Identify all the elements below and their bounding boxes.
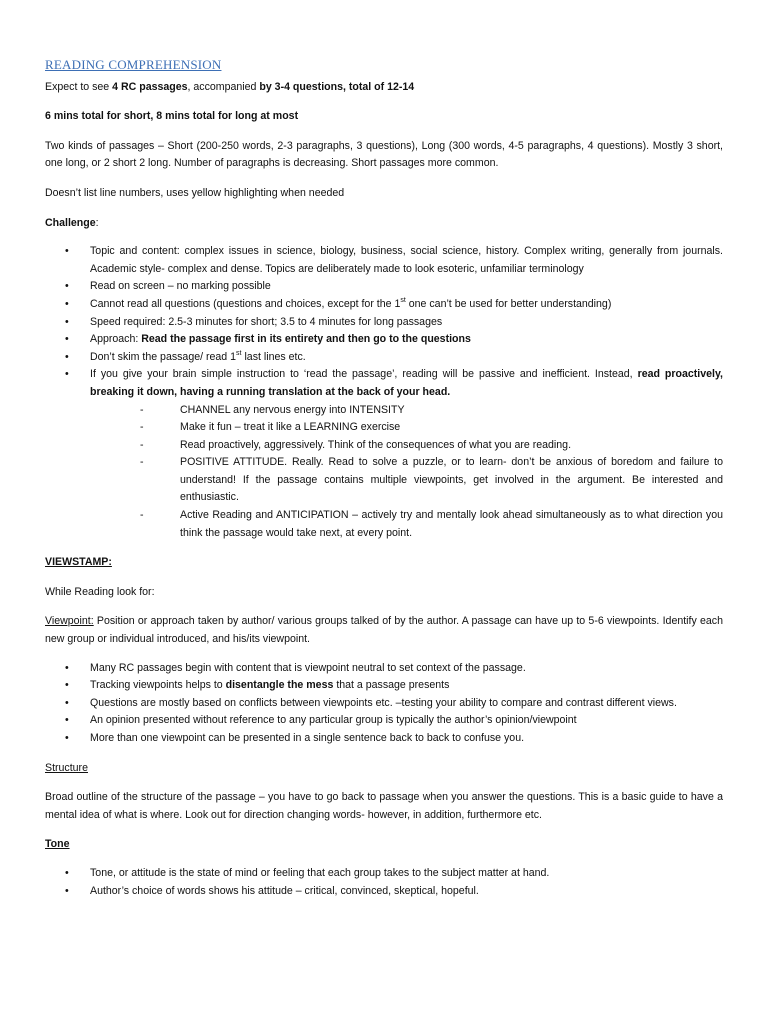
expect-line: [45, 79, 723, 97]
challenge-heading: [45, 215, 723, 233]
expect-text-b: 4 RC passages: [112, 80, 188, 93]
challenge-heading-text: Challenge: [45, 216, 96, 229]
viewpoint-list: [45, 660, 723, 748]
sub-list-item: - Active Reading and ANTICIPATION – actively try and mentally look ahead simultaneously as to what direction you think the passage would take next, at every point.: [90, 507, 723, 542]
while-reading-line: While Reading look for:: [45, 585, 155, 598]
superscript: st: [400, 296, 406, 304]
expect-text-c: , accompanied: [187, 80, 260, 93]
list-item: • Author’s choice of words shows his attitude – critical, convinced, skeptical, hopeful.: [45, 883, 723, 901]
tone-heading-text: Tone: [45, 838, 70, 851]
item-text: that a passage presents: [333, 679, 450, 692]
list-item: • More than one viewpoint can be presented in a single sentence back to back to confuse you.: [45, 730, 723, 748]
timing-line: [45, 108, 723, 126]
viewpoint-paragraph: [45, 613, 723, 648]
list-item: [45, 366, 723, 542]
passage-kinds-paragraph: Two kinds of passages – Short (200-250 words, 2-3 paragraphs, 3 questions), Long (300 words, 4-5 paragraphs, 4 questions). Mostly 3 short, one long, or 2 short 2 long. Number of paragraphs is decreasing. Short passages more common.: [45, 139, 723, 170]
tone-heading: [45, 836, 723, 854]
document-page: [45, 56, 723, 900]
list-item: • An opinion presented without reference to any particular group is typically the author’s opinion/viewpoint: [45, 712, 723, 730]
expect-text-a: Expect to see: [45, 80, 113, 93]
viewstamp-heading: [45, 554, 723, 572]
item-bold-text: disentangle the mess: [225, 679, 334, 692]
sub-list-item: - POSITIVE ATTITUDE. Really. Read to solve a puzzle, or to learn- don’t be anxious of boredom and failure to understand! If the passage contains multiple viewpoints, get involved in the argument. Be interested and enthusiastic.: [90, 454, 723, 507]
list-item: • Read on screen – no marking possible: [45, 278, 723, 296]
item-text: If you give your brain simple instruction to ‘read the passage’, reading will be passive and inefficient. Instead,: [90, 368, 638, 381]
sub-list-item: - Make it fun – treat it like a LEARNING exercise: [90, 419, 723, 437]
sub-list-item: - Read proactively, aggressively. Think of the consequences of what you are reading.: [90, 437, 723, 455]
structure-paragraph: Broad outline of the structure of the passage – you have to go back to passage when you answer the questions. This is a basic guide to have a mental idea of what is where. Look out for direction changing words- however, in addition, furthermore etc.: [45, 791, 723, 821]
viewpoint-label: Viewpoint:: [45, 615, 94, 628]
item-text: Don’t skim the passage/ read 1: [90, 350, 237, 363]
list-item: [45, 677, 723, 695]
list-item: • Questions are mostly based on conflicts between viewpoints etc. –testing your ability to compare and contrast different views.: [45, 695, 723, 713]
challenge-colon: :: [95, 216, 99, 229]
list-item: [45, 349, 723, 367]
list-item: • Topic and content: complex issues in science, biology, business, social science, history. Complex writing, generally from journals. Academic style- complex and dense. Topics are deliberately made to look esoteric, unfamiliar terminology: [45, 243, 723, 278]
list-item: • Speed required: 2.5-3 minutes for short; 3.5 to 4 minutes for long passages: [45, 314, 723, 332]
sub-list: [90, 402, 723, 543]
viewstamp-heading-text: VIEWSTAMP:: [45, 556, 112, 569]
item-text: Approach:: [90, 333, 142, 346]
list-item: • Tone, or attitude is the state of mind or feeling that each group takes to the subject matter at hand.: [45, 865, 723, 883]
structure-heading-text: Structure: [45, 761, 88, 774]
page-title: READING COMPREHENSION: [45, 57, 222, 72]
list-item: • Many RC passages begin with content that is viewpoint neutral to set context of the passage.: [45, 660, 723, 678]
expect-text-d: by 3-4 questions, total of 12-14: [259, 80, 415, 93]
structure-heading: [45, 760, 723, 778]
item-text: one can’t be used for better understanding): [405, 297, 612, 310]
item-bold-text: read proactively, breaking it down, having a running translation at the back of your head.: [90, 368, 723, 398]
viewpoint-text: Position or approach taken by author/ various groups talked of by the author. A passage can have up to 5-6 viewpoints. Identify each new group or individual introduced, and his/its viewpoint.: [45, 615, 723, 646]
item-bold-text: Read the passage first in its entirety and then go to the questions: [141, 333, 471, 346]
item-text: Cannot read all questions (questions and choices, except for the 1: [90, 297, 401, 310]
item-text: Tracking viewpoints helps to: [90, 679, 226, 692]
tone-list: [45, 865, 723, 900]
list-item: [45, 296, 723, 314]
list-item: [45, 331, 723, 349]
superscript: st: [236, 349, 242, 357]
challenge-list: [45, 243, 723, 542]
item-text: last lines etc.: [241, 350, 306, 363]
line-numbers-paragraph: Doesn’t list line numbers, uses yellow highlighting when needed: [45, 186, 345, 199]
sub-list-item: - CHANNEL any nervous energy into INTENSITY: [90, 402, 723, 420]
timing-text: 6 mins total for short, 8 mins total for long at most: [45, 110, 299, 123]
